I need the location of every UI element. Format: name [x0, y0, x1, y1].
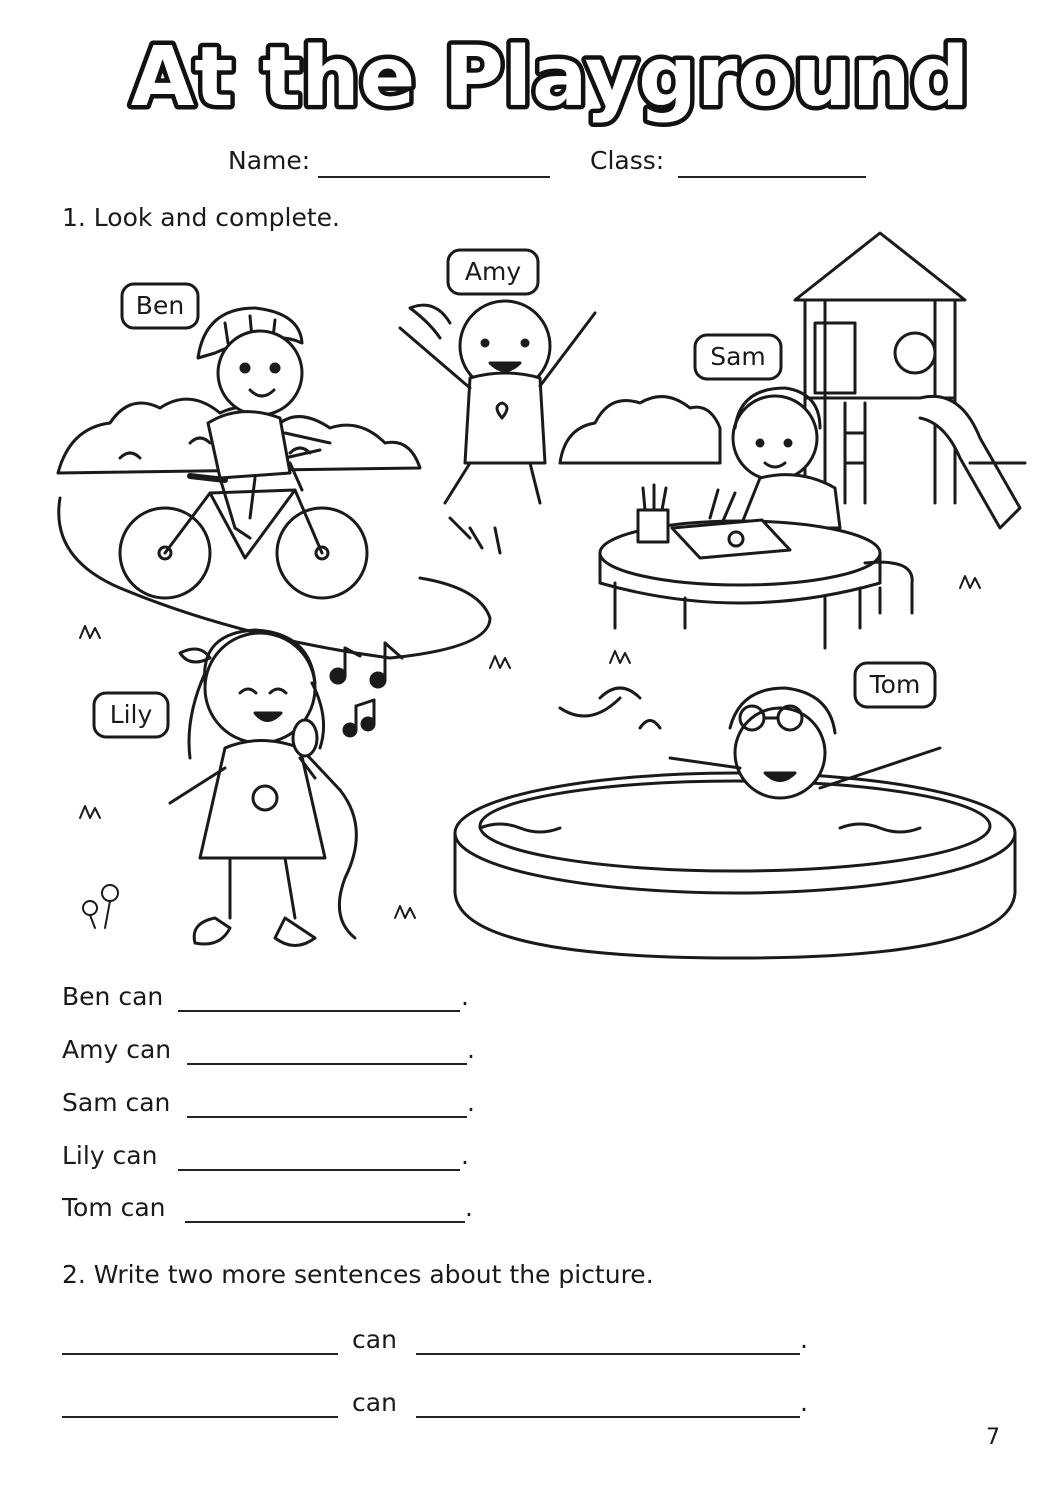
answer-blank-ben[interactable]	[178, 1010, 460, 1012]
name-label-lily	[94, 693, 168, 737]
name-label-sam	[695, 335, 781, 379]
svg-text:Tom: Tom	[869, 670, 921, 699]
connector-can: can	[352, 1325, 397, 1354]
lily-figure	[170, 630, 356, 946]
name-label-tom	[855, 663, 935, 707]
answer-blank-amy[interactable]	[187, 1063, 467, 1065]
name-label-amy	[448, 250, 538, 294]
sentence-stem-amy: Amy can	[62, 1035, 172, 1064]
sentence-stem-tom: Tom can	[62, 1193, 166, 1222]
name-label-ben	[122, 284, 198, 328]
flower-icon	[83, 885, 118, 928]
svg-text:Ben: Ben	[135, 291, 185, 320]
svg-text:Sam: Sam	[710, 342, 766, 371]
answer-blank-sam[interactable]	[187, 1116, 467, 1118]
sentence-period: .	[800, 1325, 808, 1354]
predicate-blank-2[interactable]	[416, 1416, 800, 1418]
exercise-1-instruction: 1. Look and complete.	[62, 203, 341, 232]
name-field[interactable]	[318, 176, 550, 178]
worksheet-title	[0, 0, 1055, 130]
exercise-2-instruction: 2. Write two more sentences about the picture.	[62, 1260, 654, 1289]
sentence-period: .	[800, 1388, 808, 1417]
sentence-stem-ben: Ben can	[62, 982, 164, 1011]
answer-blank-lily[interactable]	[178, 1169, 460, 1171]
title-text: At the Playground	[130, 30, 970, 125]
sentence-period: .	[461, 982, 469, 1011]
name-label: Name:	[228, 146, 311, 175]
class-field[interactable]	[678, 176, 866, 178]
class-label: Class:	[590, 146, 665, 175]
answer-blank-tom[interactable]	[185, 1221, 465, 1223]
sentence-period: .	[465, 1193, 473, 1222]
subject-blank-2[interactable]	[62, 1416, 338, 1418]
svg-text:Amy: Amy	[464, 257, 522, 286]
sentence-period: .	[461, 1141, 469, 1170]
sentence-period: .	[467, 1035, 475, 1064]
connector-can: can	[352, 1388, 397, 1417]
sentence-period: .	[467, 1088, 475, 1117]
svg-text:Lily: Lily	[109, 700, 153, 729]
sentence-stem-sam: Sam can	[62, 1088, 171, 1117]
sentence-stem-lily: Lily can	[62, 1141, 158, 1170]
sam-figure	[710, 388, 840, 528]
predicate-blank-1[interactable]	[416, 1353, 800, 1355]
pool-icon	[455, 773, 1015, 958]
playground-illustration	[40, 228, 1030, 973]
page-number: 7	[986, 1425, 1000, 1450]
bush-icon	[560, 397, 720, 463]
subject-blank-1[interactable]	[62, 1353, 338, 1355]
student-info-row	[0, 146, 1055, 186]
